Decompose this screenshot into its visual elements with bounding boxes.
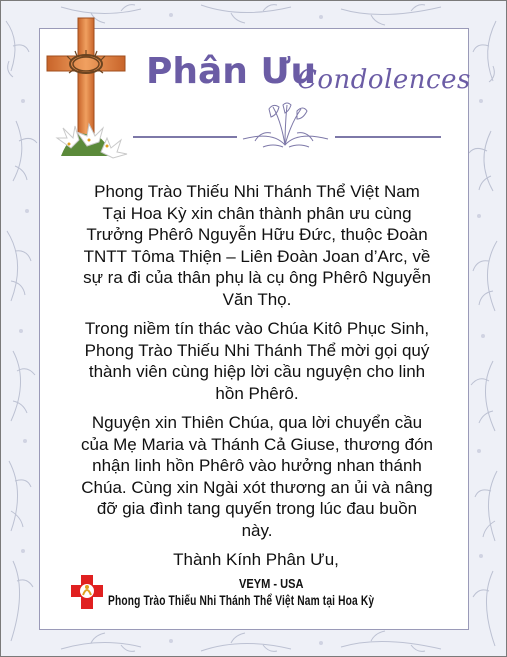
lily-icon [233,101,338,153]
page-subtitle: Condolences [297,65,471,95]
message-paragraph-1: Phong Trào Thiếu Nhi Thánh Thể Việt Nam Tại Hoa Kỳ xin chân thành phân ưu cùng Trưởng Phêrô Nguyễn Hữu Đức, thuộc Đoàn TNTT Tôma Thiện – Liên Đoàn Joan d’Arc, về sự ra đi của thân phụ là cụ ông Phêrô Nguyễn Văn Thọ. [83,182,431,309]
message-paragraph-2: Trong niềm tín thác vào Chúa Kitô Phục Sinh, Phong Trào Thiếu Nhi Thánh Thể mời gọi quý thành viên cùng hiệp lời cầu nguyện cho linh hồn Phêrô. [84,319,430,403]
message-paragraph-3: Nguyện xin Thiên Chúa, qua lời chuyển cầu của Mẹ Maria và Thánh Cả Giuse, thương đón nhận linh hồn Phêrô vào hưởng nhan thánh Chúa. Cùng xin Ngài xót thương an ủi và nâng đỡ gia đình tang quyến trong lúc đau buồn này. [81,413,434,540]
cross-icon [41,16,131,166]
signature-short-name: VEYM - USA [239,576,304,591]
signature-organization: Phong Trào Thiếu Nhi Thánh Thể Việt Nam tại Hoa Kỳ [108,593,375,608]
divider-right [335,136,441,138]
lily-icon [57,124,127,158]
page-title: Phân Ưu [146,51,317,92]
divider-left [133,136,237,138]
closing-line: Thành Kính Phân Ưu, [173,550,339,569]
veym-logo-icon [69,573,105,611]
